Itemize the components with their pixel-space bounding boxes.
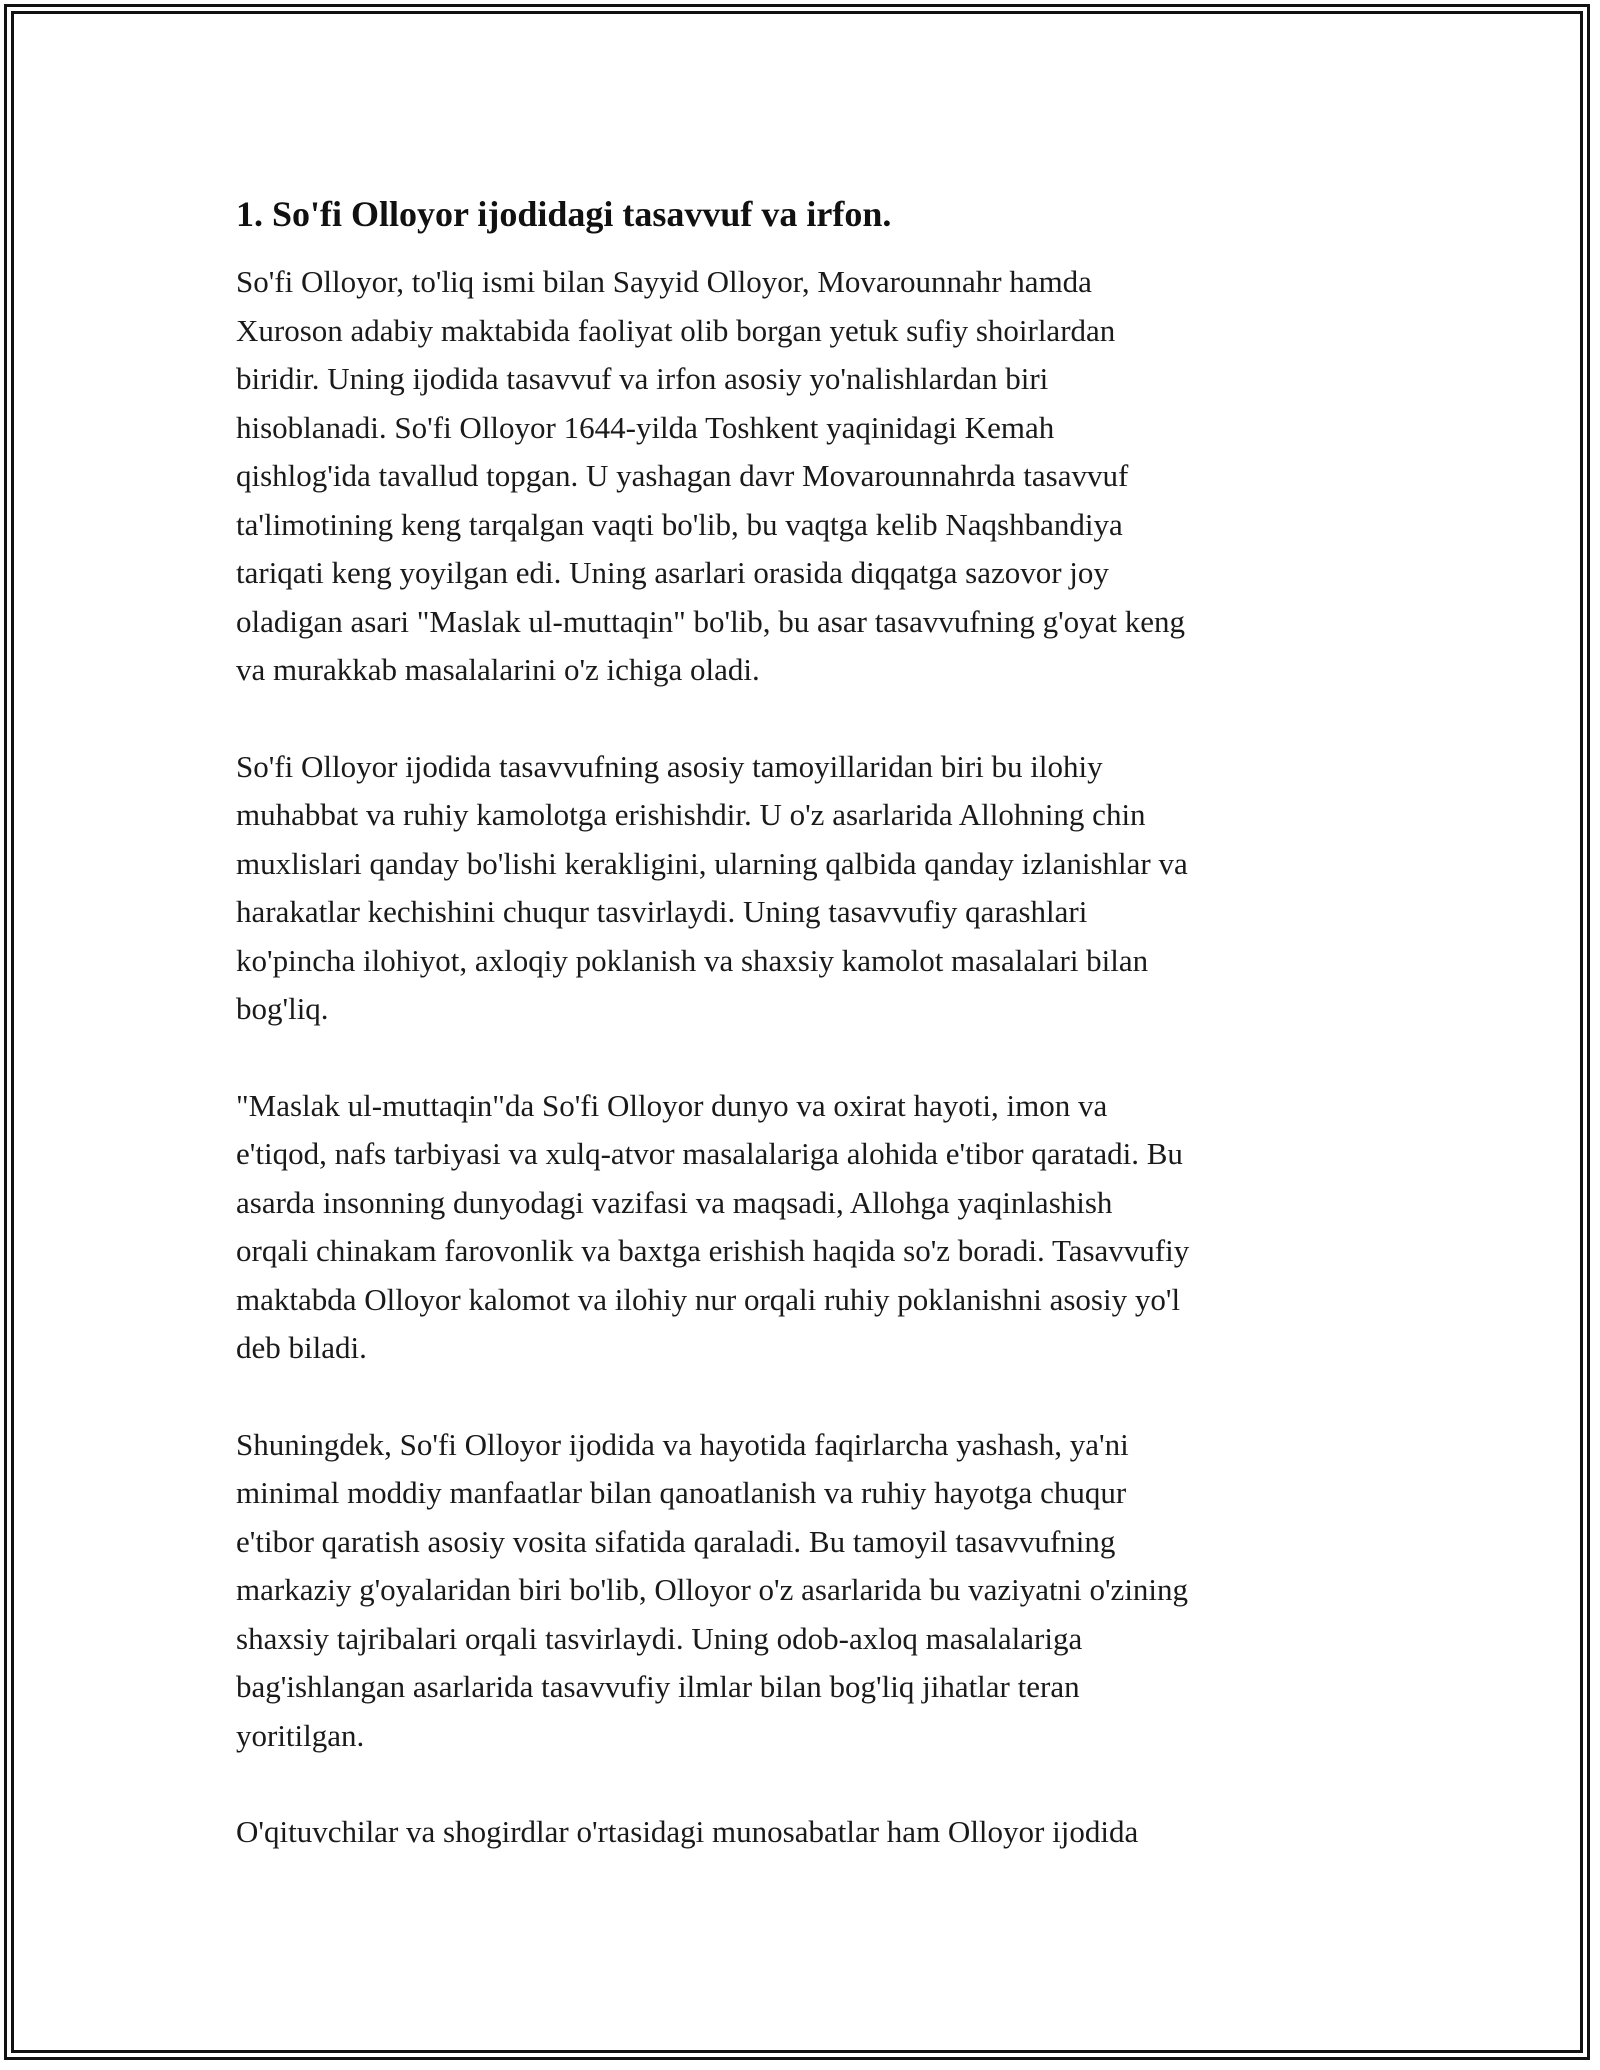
text-line: O'qituvchilar va shogirdlar o'rtasidagi munosabatlar ham Olloyor ijodida <box>236 1814 1139 1849</box>
text-line: e'tibor qaratish asosiy vosita sifatida qaraladi. Bu tamoyil tasavvufning <box>236 1523 1116 1559</box>
text-line: oladigan asari "Maslak ul-muttaqin" bo'lib, bu asar tasavvufning g'oyat keng <box>236 603 1186 639</box>
text-line: muxlislari qanday bo'lishi kerakligini, ularning qalbida qanday izlanishlar va <box>236 845 1188 881</box>
paragraph-4 <box>236 1421 1376 1761</box>
paragraph-1 <box>236 258 1376 695</box>
text-line: markaziy g'oyalaridan biri bo'lib, Olloyor o'z asarlarida bu vaziyatni o'zining <box>236 1572 1189 1607</box>
text-line: qishlog'ida tavallud topgan. U yashagan davr Movarounnahrda tasavvuf <box>236 458 1129 493</box>
text-line: So'fi Olloyor ijodida tasavvufning asosiy tamoyillaridan biri bu ilohiy <box>236 748 1103 784</box>
text-line: harakatlar kechishini chuqur tasvirlaydi. Uning tasavvufiy qarashlari <box>236 894 1088 929</box>
text-line: bag'ishlangan asarlarida tasavvufiy ilmlar bilan bog'liq jihatlar teran <box>236 1669 1080 1704</box>
text-line: muhabbat va ruhiy kamolotga erishishdir. U o'z asarlarida Allohning chin <box>236 797 1146 832</box>
text-line: e'tiqod, nafs tarbiyasi va xulq-atvor masalalariga alohida e'tibor qaratadi. Bu <box>236 1136 1183 1171</box>
text-line: shaxsiy tajribalari orqali tasvirlaydi. Uning odob-axloq masalalariga <box>236 1620 1083 1656</box>
text-line: va murakkab masalalarini o'z ichiga oladi. <box>236 652 760 687</box>
text-line: hisoblanadi. So'fi Olloyor 1644-yilda Toshkent yaqinidagi Kemah <box>236 409 1055 445</box>
paragraph-5 <box>236 1808 1376 1857</box>
text-line: asarda insonning dunyodagi vazifasi va maqsadi, Allohga yaqinlashish <box>236 1184 1113 1220</box>
section-heading: 1. So'fi Olloyor ijodidagi tasavvuf va irfon. <box>236 194 892 234</box>
text-line: ko'pincha ilohiyot, axloqiy poklanish va shaxsiy kamolot masalalari bilan <box>236 942 1149 978</box>
text-line: "Maslak ul-muttaqin"da So'fi Olloyor dunyo va oxirat hayoti, imon va <box>236 1087 1108 1123</box>
document-body <box>236 190 1376 1905</box>
text-line: tariqati keng yoyilgan edi. Uning asarlari orasida diqqatga sazovor joy <box>236 555 1109 590</box>
text-line: bog'liq. <box>236 991 329 1026</box>
paragraph-2 <box>236 743 1376 1034</box>
text-line: orqali chinakam farovonlik va baxtga erishish haqida so'z boradi. Tasavvufiy <box>236 1233 1190 1268</box>
text-line: biridir. Uning ijodida tasavvuf va irfon asosiy yo'nalishlardan biri <box>236 361 1049 396</box>
paragraph-3 <box>236 1082 1376 1373</box>
text-line: maktabda Olloyor kalomot va ilohiy nur orqali ruhiy poklanishni asosiy yo'l <box>236 1281 1181 1317</box>
text-line: So'fi Olloyor, to'liq ismi bilan Sayyid Olloyor, Movarounnahr hamda <box>236 264 1092 299</box>
text-line: Xuroson adabiy maktabida faoliyat olib borgan yetuk sufiy shoirlardan <box>236 312 1116 348</box>
text-line: Shuningdek, So'fi Olloyor ijodida va hayotida faqirlarcha yashash, ya'ni <box>236 1426 1129 1462</box>
text-line: yoritilgan. <box>236 1717 365 1753</box>
text-line: minimal moddiy manfaatlar bilan qanoatlanish va ruhiy hayotga chuqur <box>236 1475 1127 1510</box>
text-line: ta'limotining keng tarqalgan vaqti bo'lib, bu vaqtga kelib Naqshbandiya <box>236 506 1123 542</box>
text-line: deb biladi. <box>236 1330 367 1365</box>
